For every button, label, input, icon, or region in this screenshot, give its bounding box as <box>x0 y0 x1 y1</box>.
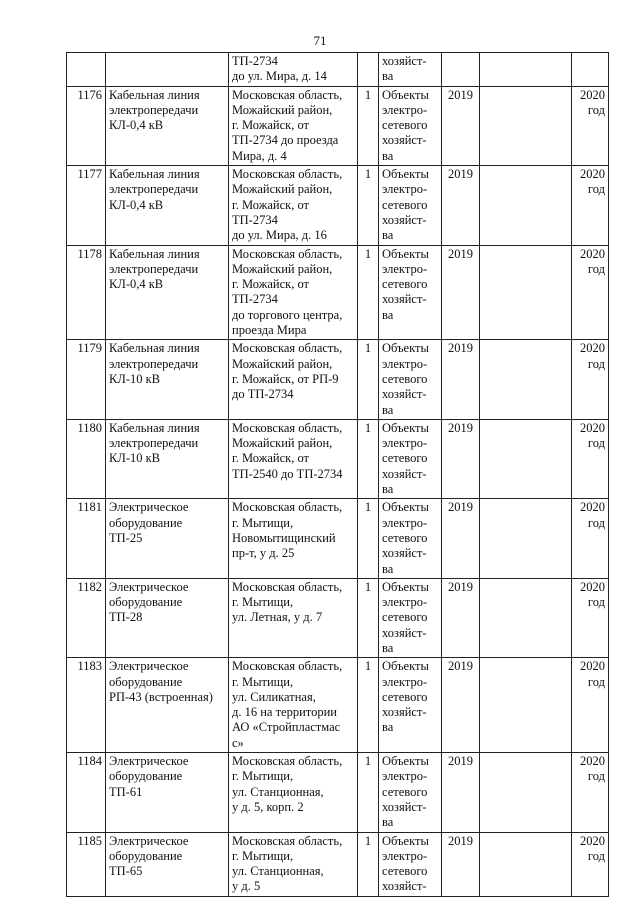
cell-address-line: Московская область, <box>232 87 343 102</box>
cell-address <box>229 832 358 896</box>
cell-category-line: сетевого <box>382 451 428 466</box>
cell-address-line: Можайский район, <box>232 182 333 197</box>
cell-number: 1176 <box>67 86 106 165</box>
cell-address-line: ул. Летная, у д. 7 <box>232 610 323 625</box>
cell-address <box>229 86 358 165</box>
cell-quantity: 1 <box>358 419 379 498</box>
cell-category-line: электро- <box>382 261 428 276</box>
cell-object-name-line: электропередачи <box>109 182 199 197</box>
cell-category-line: ва <box>382 720 394 735</box>
table-row <box>67 245 609 340</box>
cell-category-line: электро- <box>382 436 428 451</box>
cell-quantity: 1 <box>358 499 379 578</box>
cell-category-line: ва <box>382 69 394 84</box>
cell-address-line: Новомытищинский <box>232 530 336 545</box>
cell-completion-year <box>572 578 609 657</box>
cell-address-line: Мира, д. 4 <box>232 148 287 163</box>
table-row <box>67 832 609 896</box>
cell-category-line: ва <box>382 307 394 322</box>
cell-blank <box>480 578 572 657</box>
cell-address-line: г. Можайск, от <box>232 118 310 133</box>
cell-category <box>379 53 442 87</box>
table-row <box>67 419 609 498</box>
cell-object-name <box>106 245 229 340</box>
cell-category-line: ва <box>382 640 394 655</box>
cell-completion-year <box>572 86 609 165</box>
cell-category-line: хозяйст- <box>382 212 427 227</box>
cell-address-line: Можайский район, <box>232 436 333 451</box>
cell-blank <box>480 753 572 832</box>
cell-object-name-line: КЛ-0,4 кВ <box>109 277 164 292</box>
table-row <box>67 499 609 578</box>
cell-address <box>229 166 358 245</box>
cell-number: 1183 <box>67 658 106 753</box>
cell-category-line: хозяйст- <box>382 879 427 894</box>
cell-object-name <box>106 53 229 87</box>
cell-address-line: Можайский район, <box>232 102 333 117</box>
cell-category-line: сетевого <box>382 864 428 879</box>
cell-category <box>379 245 442 340</box>
cell-completion-year <box>572 753 609 832</box>
cell-category <box>379 86 442 165</box>
cell-address-line: у д. 5, корп. 2 <box>232 799 304 814</box>
cell-address-line: Можайский район, <box>232 356 333 371</box>
cell-object-name-line: ТП-65 <box>109 864 143 879</box>
cell-object-name-line: оборудование <box>109 769 183 784</box>
cell-completion-year <box>572 499 609 578</box>
cell-completion-year-line: год <box>587 261 605 276</box>
cell-object-name-line: ТП-61 <box>109 784 143 799</box>
cell-blank <box>480 245 572 340</box>
table-row <box>67 578 609 657</box>
cell-category-line: хозяйст- <box>382 799 427 814</box>
cell-object-name-line: Электрическое <box>109 754 189 769</box>
cell-number: 1180 <box>67 419 106 498</box>
cell-address-line: Московская область, <box>232 500 343 515</box>
cell-address-line: ТП-2734 <box>232 292 278 307</box>
cell-object-name-line: КЛ-10 кВ <box>109 371 161 386</box>
cell-category-line: электро- <box>382 769 428 784</box>
cell-object-name-line: КЛ-0,4 кВ <box>109 118 164 133</box>
cell-address-line: г. Можайск, от <box>232 277 310 292</box>
cell-object-name-line: РП-43 (встроенная) <box>109 689 213 704</box>
cell-category <box>379 753 442 832</box>
cell-object-name-line: ТП-28 <box>109 610 143 625</box>
cell-number: 1177 <box>67 166 106 245</box>
cell-category-line: хозяйст- <box>382 546 427 561</box>
cell-completion-year-line: 2020 <box>580 833 605 848</box>
cell-address-line: ул. Силикатная, <box>232 689 316 704</box>
cell-address <box>229 753 358 832</box>
cell-category-line: хозяйст- <box>382 54 427 68</box>
cell-completion-year <box>572 832 609 896</box>
cell-address <box>229 658 358 753</box>
cell-address <box>229 245 358 340</box>
cell-object-name-line: Кабельная линия <box>109 167 200 182</box>
cell-object-name-line: КЛ-0,4 кВ <box>109 197 164 212</box>
cell-object-name-line: оборудование <box>109 848 183 863</box>
cell-address-line: ул. Станционная, <box>232 864 324 879</box>
cell-object-name-line: Кабельная линия <box>109 246 200 261</box>
cell-address-line: Московская область, <box>232 579 343 594</box>
cell-category <box>379 578 442 657</box>
cell-year: 2019 <box>442 499 480 578</box>
cell-completion-year-line: год <box>587 102 605 117</box>
cell-category-line: хозяйст- <box>382 387 427 402</box>
cell-object-name-line: Кабельная линия <box>109 420 200 435</box>
cell-category-line: хозяйст- <box>382 625 427 640</box>
cell-completion-year-line: год <box>587 356 605 371</box>
cell-category-line: хозяйст- <box>382 292 427 307</box>
cell-completion-year-line: 2020 <box>580 167 605 182</box>
cell-address <box>229 499 358 578</box>
cell-completion-year-line: 2020 <box>580 659 605 674</box>
cell-address-line: Московская область, <box>232 833 343 848</box>
cell-category-line: хозяйст- <box>382 133 427 148</box>
cell-address-line: г. Мытищи, <box>232 769 294 784</box>
cell-category-line: Объекты <box>382 87 429 102</box>
cell-completion-year-line: год <box>587 515 605 530</box>
cell-address-line: Московская область, <box>232 167 343 182</box>
cell-blank <box>480 832 572 896</box>
cell-category-line: сетевого <box>382 371 428 386</box>
cell-address-line: ул. Станционная, <box>232 784 324 799</box>
cell-completion-year <box>572 419 609 498</box>
cell-category <box>379 658 442 753</box>
cell-number: 1178 <box>67 245 106 340</box>
cell-year: 2019 <box>442 419 480 498</box>
cell-address <box>229 53 358 87</box>
cell-address-line: г. Можайск, от <box>232 451 310 466</box>
cell-address-line: Московская область, <box>232 341 343 356</box>
cell-address-line: до ул. Мира, д. 14 <box>232 69 327 84</box>
cell-blank <box>480 340 572 419</box>
cell-completion-year-line: 2020 <box>580 500 605 515</box>
cell-object-name <box>106 832 229 896</box>
cell-object-name-line: Кабельная линия <box>109 87 200 102</box>
cell-address <box>229 340 358 419</box>
cell-object-name-line: оборудование <box>109 595 183 610</box>
cell-category <box>379 832 442 896</box>
cell-completion-year-line: 2020 <box>580 341 605 356</box>
cell-address-line: пр-т, у д. 25 <box>232 546 295 561</box>
table-row <box>67 753 609 832</box>
cell-year: 2019 <box>442 832 480 896</box>
cell-address-line: до ТП-2734 <box>232 387 294 402</box>
cell-year: 2019 <box>442 578 480 657</box>
cell-completion-year <box>572 245 609 340</box>
cell-category-line: Объекты <box>382 341 429 356</box>
cell-completion-year-line: год <box>587 769 605 784</box>
cell-category-line: хозяйст- <box>382 466 427 481</box>
cell-category-line: Объекты <box>382 246 429 261</box>
cell-completion-year <box>572 53 609 87</box>
cell-year: 2019 <box>442 245 480 340</box>
cell-completion-year <box>572 340 609 419</box>
cell-address-line: г. Мытищи, <box>232 515 294 530</box>
cell-category <box>379 166 442 245</box>
cell-number: 1181 <box>67 499 106 578</box>
cell-blank <box>480 53 572 87</box>
cell-quantity: 1 <box>358 578 379 657</box>
cell-address <box>229 419 358 498</box>
cell-category-line: сетевого <box>382 610 428 625</box>
cell-year: 2019 <box>442 166 480 245</box>
cell-category-line: Объекты <box>382 167 429 182</box>
cell-category <box>379 419 442 498</box>
cell-category-line: Объекты <box>382 754 429 769</box>
cell-category-line: электро- <box>382 595 428 610</box>
cell-category-line: ва <box>382 228 394 243</box>
cell-category-line: сетевого <box>382 689 428 704</box>
cell-address-line: Московская область, <box>232 420 343 435</box>
cell-object-name-line: оборудование <box>109 674 183 689</box>
cell-address-line: г. Мытищи, <box>232 595 294 610</box>
cell-object-name <box>106 578 229 657</box>
cell-object-name <box>106 166 229 245</box>
cell-address-line: г. Мытищи, <box>232 848 294 863</box>
cell-object-name-line: электропередачи <box>109 102 199 117</box>
cell-number: 1185 <box>67 832 106 896</box>
cell-address-line: г. Можайск, от РП-9 <box>232 371 339 386</box>
cell-completion-year-line: год <box>587 595 605 610</box>
cell-category-line: Объекты <box>382 579 429 594</box>
cell-blank <box>480 86 572 165</box>
cell-year: 2019 <box>442 658 480 753</box>
cell-address-line: г. Можайск, от <box>232 197 310 212</box>
cell-quantity <box>358 53 379 87</box>
table-row <box>67 658 609 753</box>
cell-address-line: Московская область, <box>232 246 343 261</box>
cell-address-line: проезда Мира <box>232 323 307 338</box>
register-table <box>66 52 609 897</box>
cell-object-name-line: электропередачи <box>109 356 199 371</box>
cell-address-line: ТП-2734 <box>232 54 278 68</box>
cell-category-line: электро- <box>382 356 428 371</box>
cell-quantity: 1 <box>358 658 379 753</box>
cell-object-name-line: ТП-25 <box>109 530 143 545</box>
cell-address-line: до ул. Мира, д. 16 <box>232 228 327 243</box>
table-body <box>67 53 609 897</box>
cell-object-name <box>106 499 229 578</box>
cell-blank <box>480 419 572 498</box>
cell-object-name-line: электропередачи <box>109 261 199 276</box>
cell-category-line: Объекты <box>382 833 429 848</box>
cell-object-name <box>106 419 229 498</box>
cell-category-line: ва <box>382 815 394 830</box>
cell-category-line: сетевого <box>382 197 428 212</box>
cell-category-line: электро- <box>382 102 428 117</box>
cell-object-name <box>106 658 229 753</box>
cell-address-line: с» <box>232 735 244 750</box>
cell-object-name-line: КЛ-10 кВ <box>109 451 161 466</box>
cell-object-name-line: Электрическое <box>109 579 189 594</box>
cell-category-line: электро- <box>382 182 428 197</box>
cell-number: 1182 <box>67 578 106 657</box>
cell-completion-year <box>572 658 609 753</box>
cell-address-line: ТП-2734 <box>232 212 278 227</box>
table-row <box>67 86 609 165</box>
cell-completion-year-line: 2020 <box>580 754 605 769</box>
cell-category-line: сетевого <box>382 277 428 292</box>
cell-year: 2019 <box>442 86 480 165</box>
cell-completion-year-line: 2020 <box>580 246 605 261</box>
cell-number: 1179 <box>67 340 106 419</box>
cell-category-line: электро- <box>382 674 428 689</box>
cell-category-line: ва <box>382 402 394 417</box>
cell-category-line: Объекты <box>382 659 429 674</box>
cell-category-line: сетевого <box>382 118 428 133</box>
cell-object-name-line: Электрическое <box>109 833 189 848</box>
cell-quantity: 1 <box>358 753 379 832</box>
cell-category-line: сетевого <box>382 530 428 545</box>
cell-address <box>229 578 358 657</box>
table-row <box>67 166 609 245</box>
cell-year <box>442 53 480 87</box>
cell-object-name-line: электропередачи <box>109 436 199 451</box>
cell-completion-year-line: 2020 <box>580 87 605 102</box>
cell-object-name-line: Электрическое <box>109 659 189 674</box>
cell-quantity: 1 <box>358 86 379 165</box>
cell-address-line: Можайский район, <box>232 261 333 276</box>
cell-category-line: электро- <box>382 848 428 863</box>
cell-completion-year-line: 2020 <box>580 579 605 594</box>
cell-address-line: Московская область, <box>232 754 343 769</box>
cell-completion-year-line: год <box>587 674 605 689</box>
cell-number <box>67 53 106 87</box>
cell-completion-year-line: год <box>587 848 605 863</box>
cell-completion-year-line: 2020 <box>580 420 605 435</box>
cell-category-line: ва <box>382 561 394 576</box>
cell-object-name-line: Электрическое <box>109 500 189 515</box>
cell-quantity: 1 <box>358 166 379 245</box>
cell-category <box>379 340 442 419</box>
cell-object-name-line: Кабельная линия <box>109 341 200 356</box>
cell-object-name <box>106 340 229 419</box>
cell-category-line: хозяйст- <box>382 705 427 720</box>
cell-quantity: 1 <box>358 245 379 340</box>
cell-number: 1184 <box>67 753 106 832</box>
cell-address-line: ТП-2734 до проезда <box>232 133 339 148</box>
cell-category-line: Объекты <box>382 500 429 515</box>
cell-completion-year <box>572 166 609 245</box>
cell-completion-year-line: год <box>587 182 605 197</box>
table-row <box>67 53 609 87</box>
cell-address-line: г. Мытищи, <box>232 674 294 689</box>
cell-address-line: АО «Стройпластмас <box>232 720 341 735</box>
cell-address-line: д. 16 на территории <box>232 705 337 720</box>
cell-year: 2019 <box>442 340 480 419</box>
cell-address-line: ТП-2540 до ТП-2734 <box>232 466 343 481</box>
table-row <box>67 340 609 419</box>
cell-year: 2019 <box>442 753 480 832</box>
cell-address-line: Московская область, <box>232 659 343 674</box>
cell-category <box>379 499 442 578</box>
cell-quantity: 1 <box>358 340 379 419</box>
cell-address-line: до торгового центра, <box>232 307 343 322</box>
cell-category-line: ва <box>382 482 394 497</box>
cell-object-name <box>106 86 229 165</box>
cell-blank <box>480 658 572 753</box>
cell-object-name <box>106 753 229 832</box>
page-number: 71 <box>313 33 327 48</box>
cell-address-line: у д. 5 <box>232 879 261 894</box>
cell-completion-year-line: год <box>587 436 605 451</box>
cell-object-name-line: оборудование <box>109 515 183 530</box>
cell-category-line: электро- <box>382 515 428 530</box>
cell-blank <box>480 166 572 245</box>
cell-category-line: ва <box>382 148 394 163</box>
cell-blank <box>480 499 572 578</box>
cell-category-line: Объекты <box>382 420 429 435</box>
cell-category-line: сетевого <box>382 784 428 799</box>
cell-quantity: 1 <box>358 832 379 896</box>
